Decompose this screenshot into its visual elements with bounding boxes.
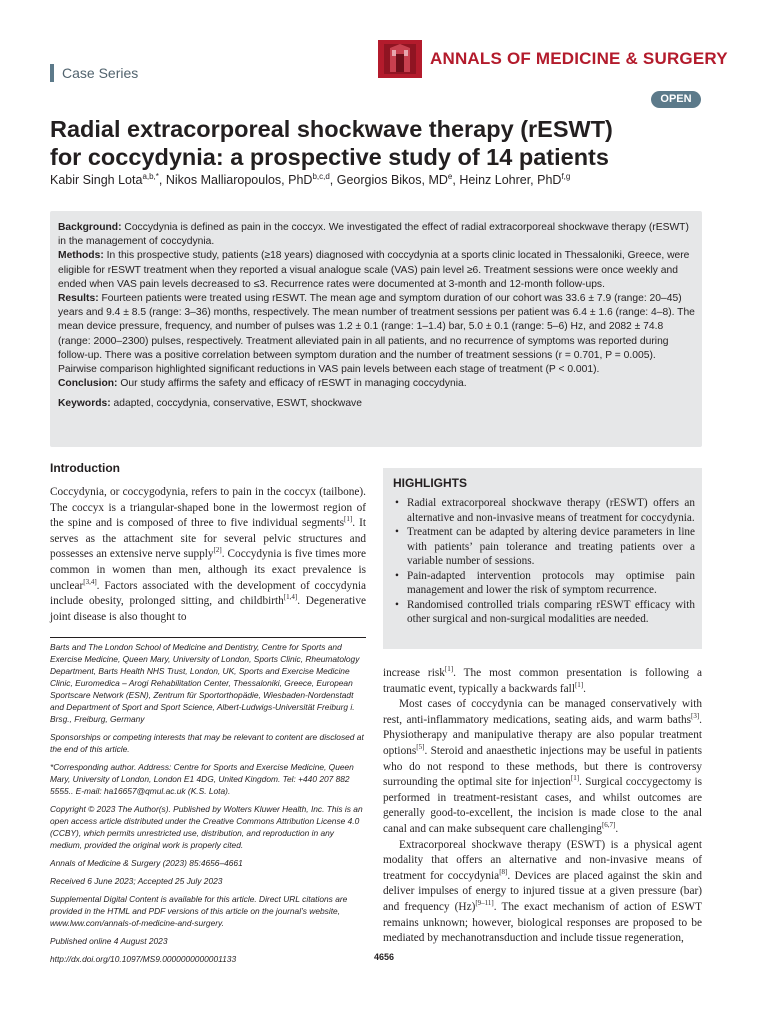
body-text: . Steroid and anaesthetic injections may be useful in patients who do not respond to these methods, but there is controversy surrounding the optimal site for injection	[383, 744, 702, 789]
title-line-1: Radial extracorporeal shockwave therapy (rESWT)	[50, 116, 613, 142]
body-text: . Devices are placed against the skin and deliver impulses of energy to injured tissue at a given pressure (bar) and frequency (Hz)	[383, 869, 702, 913]
title-line-2: for coccydynia: a prospective study of 14 patients	[50, 144, 609, 170]
corresponding-author: *Corresponding author. Address: Centre for Sports and Exercise Medicine, Queen Mary, University of London, London E1 4DG, United Kingdom. Tel: +440 207 882 5555.. E-mail: ha16657@qmul.ac.uk (K.S. Lota).	[50, 762, 354, 796]
author-affiliation: a,b,*	[142, 171, 159, 181]
abstract-label: Keywords:	[58, 398, 111, 410]
citation[interactable]: [2]	[213, 546, 222, 555]
published-date: Published online 4 August 2023	[50, 936, 168, 946]
abstract-text: Fourteen patients were treated using rESWT. The mean age and symptom duration of our cohort was 33.6 ± 7.9 (range: 20–45) years and 9.4 ± 8.5 (range: 3–36) months, respectively. The mean number of treatment sessions per patient was 6.4 ± 1.6 (range: 4–8). The mean device pressure, frequency, and number of pulses was 1.2 ± 0.1 (range: 1–1.4) bar, 5.0 ± 0.1 (range: 5–6) Hz, and 2082 ± 74.8 (range: 2000–2300) pulses, respectively. Treatment alleviated pain in all patients, and no recurrence of symptoms was reported during follow-up. There was a positive correlation between symptom duration and the number of treatment sessions (r = 0.701, P = 0.005). Pairwise comparison highlighted significant reductions in VAS pain levels between each stage of treatment (P < 0.001).	[58, 293, 695, 376]
body-text: . The most common presentation is following a traumatic event, typically a backwards fall	[383, 667, 702, 695]
right-column-text	[383, 666, 702, 947]
abstract-methods	[58, 249, 695, 292]
citation[interactable]: [1]	[574, 680, 584, 689]
open-access-badge: OPEN	[651, 91, 701, 108]
citation[interactable]: [1,4]	[283, 593, 298, 602]
citation[interactable]: [1]	[444, 665, 454, 674]
abstract-text: adapted, coccydynia, conservative, ESWT, shockwave	[113, 398, 362, 410]
abstract-label: Background:	[58, 222, 122, 233]
copyright: Copyright © 2023 The Author(s). Published by Wolters Kluwer Health, Inc. This is an open access article distributed under the Creative Commons Attribution License 4.0 (CCBY), which permits unrestricted use, distribution, and reproduction in any medium, provided the original work is properly cited.	[50, 804, 363, 850]
body-text: .	[583, 682, 586, 695]
highlights-list	[393, 496, 695, 627]
abstract-results	[58, 292, 695, 377]
abstract-text: In this prospective study, patients (≥18 years) diagnosed with coccydynia at a sports clinic located in Thessaloniki, Greece, were eligible for rESWT treatment when they reported a visual analogue scale (VAS) pain level ≥6. Treatment sessions were once weekly and ended when VAS pain levels decreased to ≤3. Recurrence rates were documented at 3-month and 12-month follow-ups.	[58, 250, 690, 290]
highlight-item: • Radial extracorporeal shockwave therapy (rESWT) offers an alternative and non-invasive means of treatment for coccydynia.	[393, 496, 695, 525]
abstract-conclusion	[58, 377, 695, 391]
highlights-title: HIGHLIGHTS	[393, 476, 467, 490]
body-text: . Coccydynia is five times more common in women than men, although its exact prevalence is unclear	[50, 548, 366, 592]
highlight-item: • Treatment can be adapted by altering device parameters in line with patients’ pain tolerance and treating patients over a variable number of sessions.	[393, 525, 695, 569]
received-date: Received 6 June 2023; Accepted 25 July 2023	[50, 876, 223, 886]
affiliations: Barts and The London School of Medicine and Dentistry, Centre for Sports and Exercise Medicine, Queen Mary, University of London, Sports Clinic, Rheumatology Department, Barts Health NHS Trust, London, UK, Sports and Exercise Medicine Clinic, Euromedica – Arogi Rehabilitation Center, Thessaloniki, Greece, European Sportscare Network (ESN), Zentrum für Sportorthopädie, Wiesbaden-Nordenstadt and Department of Sport and Sport Science, Albert-Ludwigs-Universität Freiburg i. Brsg., Freiburg, Germany	[50, 642, 360, 724]
abstract-label: Conclusion:	[58, 378, 118, 390]
author-affiliation: b,c,d	[312, 171, 330, 181]
author-name: Nikos Malliaropoulos, PhD	[165, 173, 313, 187]
body-text: .	[615, 822, 619, 835]
journal-logo-icon	[376, 38, 424, 80]
journal-name: ANNALS OF MEDICINE & SURGERY	[430, 49, 728, 68]
author-name: Kabir Singh Lota	[50, 173, 143, 187]
citation[interactable]: [3,4]	[83, 577, 97, 586]
body-text: Coccydynia, or coccygodynia, refers to pain in the coccyx (tailbone). The coccyx is a triangular-shaped bone in the lowermost region of the spine and is composed of three to five individual segments	[50, 486, 366, 530]
author-affiliation: f,g	[561, 171, 571, 181]
abstract-label: Results:	[58, 293, 99, 305]
doi-link[interactable]: http://dx.doi.org/10.1097/MS9.0000000000001133	[50, 954, 237, 964]
author-list: Kabir Singh Lota$^{a,b,*}$, Nikos Malliaropoulos, PhD$^{b,c,d}$, Georgios Bikos, MDe, Heinz Lohrer, PhD$^{f,g}$	[50, 171, 571, 187]
body-text: increase risk	[383, 667, 445, 679]
abstract-keywords	[58, 397, 695, 411]
body-text: Extracorporeal shockwave therapy (ESWT) is a physical agent modality that offers an alternative and non-invasive means of treatment for coccydynia	[383, 838, 702, 882]
supplemental-note: Supplemental Digital Content is available for this article. Direct URL citations are provided in the HTML and PDF versions of this article on the journal’s website, www.lww.com/annals-of-medicine-and-surgery.	[50, 894, 348, 928]
abstract-label: Methods:	[58, 250, 104, 262]
abstract-background	[58, 221, 695, 249]
abstract	[58, 221, 695, 412]
citation-info: Annals of Medicine & Surgery (2023) 85:4656–4661	[50, 858, 243, 868]
article-title	[50, 115, 740, 171]
author-affiliation: e	[447, 171, 453, 181]
citation[interactable]: [6,7]	[601, 821, 616, 830]
highlight-item: • Randomised controlled trials comparing rESWT efficacy with other surgical and non-surgical modalities are needed.	[393, 598, 695, 627]
page-number: 4656	[373, 952, 395, 962]
highlight-item: • Pain-adapted intervention protocols may optimise pain management and lower the risk of symptom recurrence.	[393, 569, 695, 598]
body-text: Most cases of coccydynia can be managed conservatively with rest, anti-inflammatory medications, seating aids, and warm baths	[383, 698, 702, 726]
abstract-text: Coccydynia is defined as pain in the coccyx. We investigated the effect of radial extracorporeal shockwave therapy (rESWT) in the management of coccydynia.	[58, 222, 689, 248]
body-text: . Degenerative joint disease is also thought to	[50, 595, 366, 623]
section-heading: Introduction	[50, 461, 120, 475]
sponsorship-note: Sponsorships or competing interests that may be relevant to content are disclosed at the end of this article.	[50, 732, 364, 754]
footnote-divider	[50, 637, 366, 638]
citation[interactable]: [8]	[499, 867, 508, 876]
citation[interactable]: [5]	[416, 743, 425, 752]
citation[interactable]: [3]	[691, 712, 700, 721]
body-text: . Physiotherapy and manipulative therapy are also popular treatment options	[383, 713, 702, 757]
abstract-text: Our study affirms the safety and efficacy of rESWT in managing coccydynia.	[120, 378, 467, 390]
footnotes	[50, 641, 368, 971]
body-text: . Surgical coccygectomy is performed in treatment-resistant cases, and whilst outcomes are generally good-to-excellent, the incision is made close to the anal canal and can make subsequent care challenging	[383, 776, 702, 835]
body-text: . The exact mechanism of action of ESWT remains unknown; however, biological responses are proposed to be mediated by mechanotransduction and include tissue regeneration,	[383, 900, 702, 945]
citation[interactable]: [9–11]	[475, 899, 494, 908]
body-text: . Factors associated with the development of coccydynia include obesity, prolonged sitting, and childbirth	[50, 579, 366, 608]
author-name: Heinz Lohrer, PhD	[459, 173, 562, 187]
intro-paragraph	[50, 485, 366, 625]
body-text: . It serves as the attachment site for several pelvic structures and possesses an extensive nerve supply	[50, 517, 366, 561]
section-tag: Case Series	[50, 64, 138, 82]
citation[interactable]: [1]	[570, 774, 580, 783]
citation[interactable]: [1]	[344, 515, 353, 524]
author-name: Georgios Bikos, MD	[336, 173, 448, 187]
